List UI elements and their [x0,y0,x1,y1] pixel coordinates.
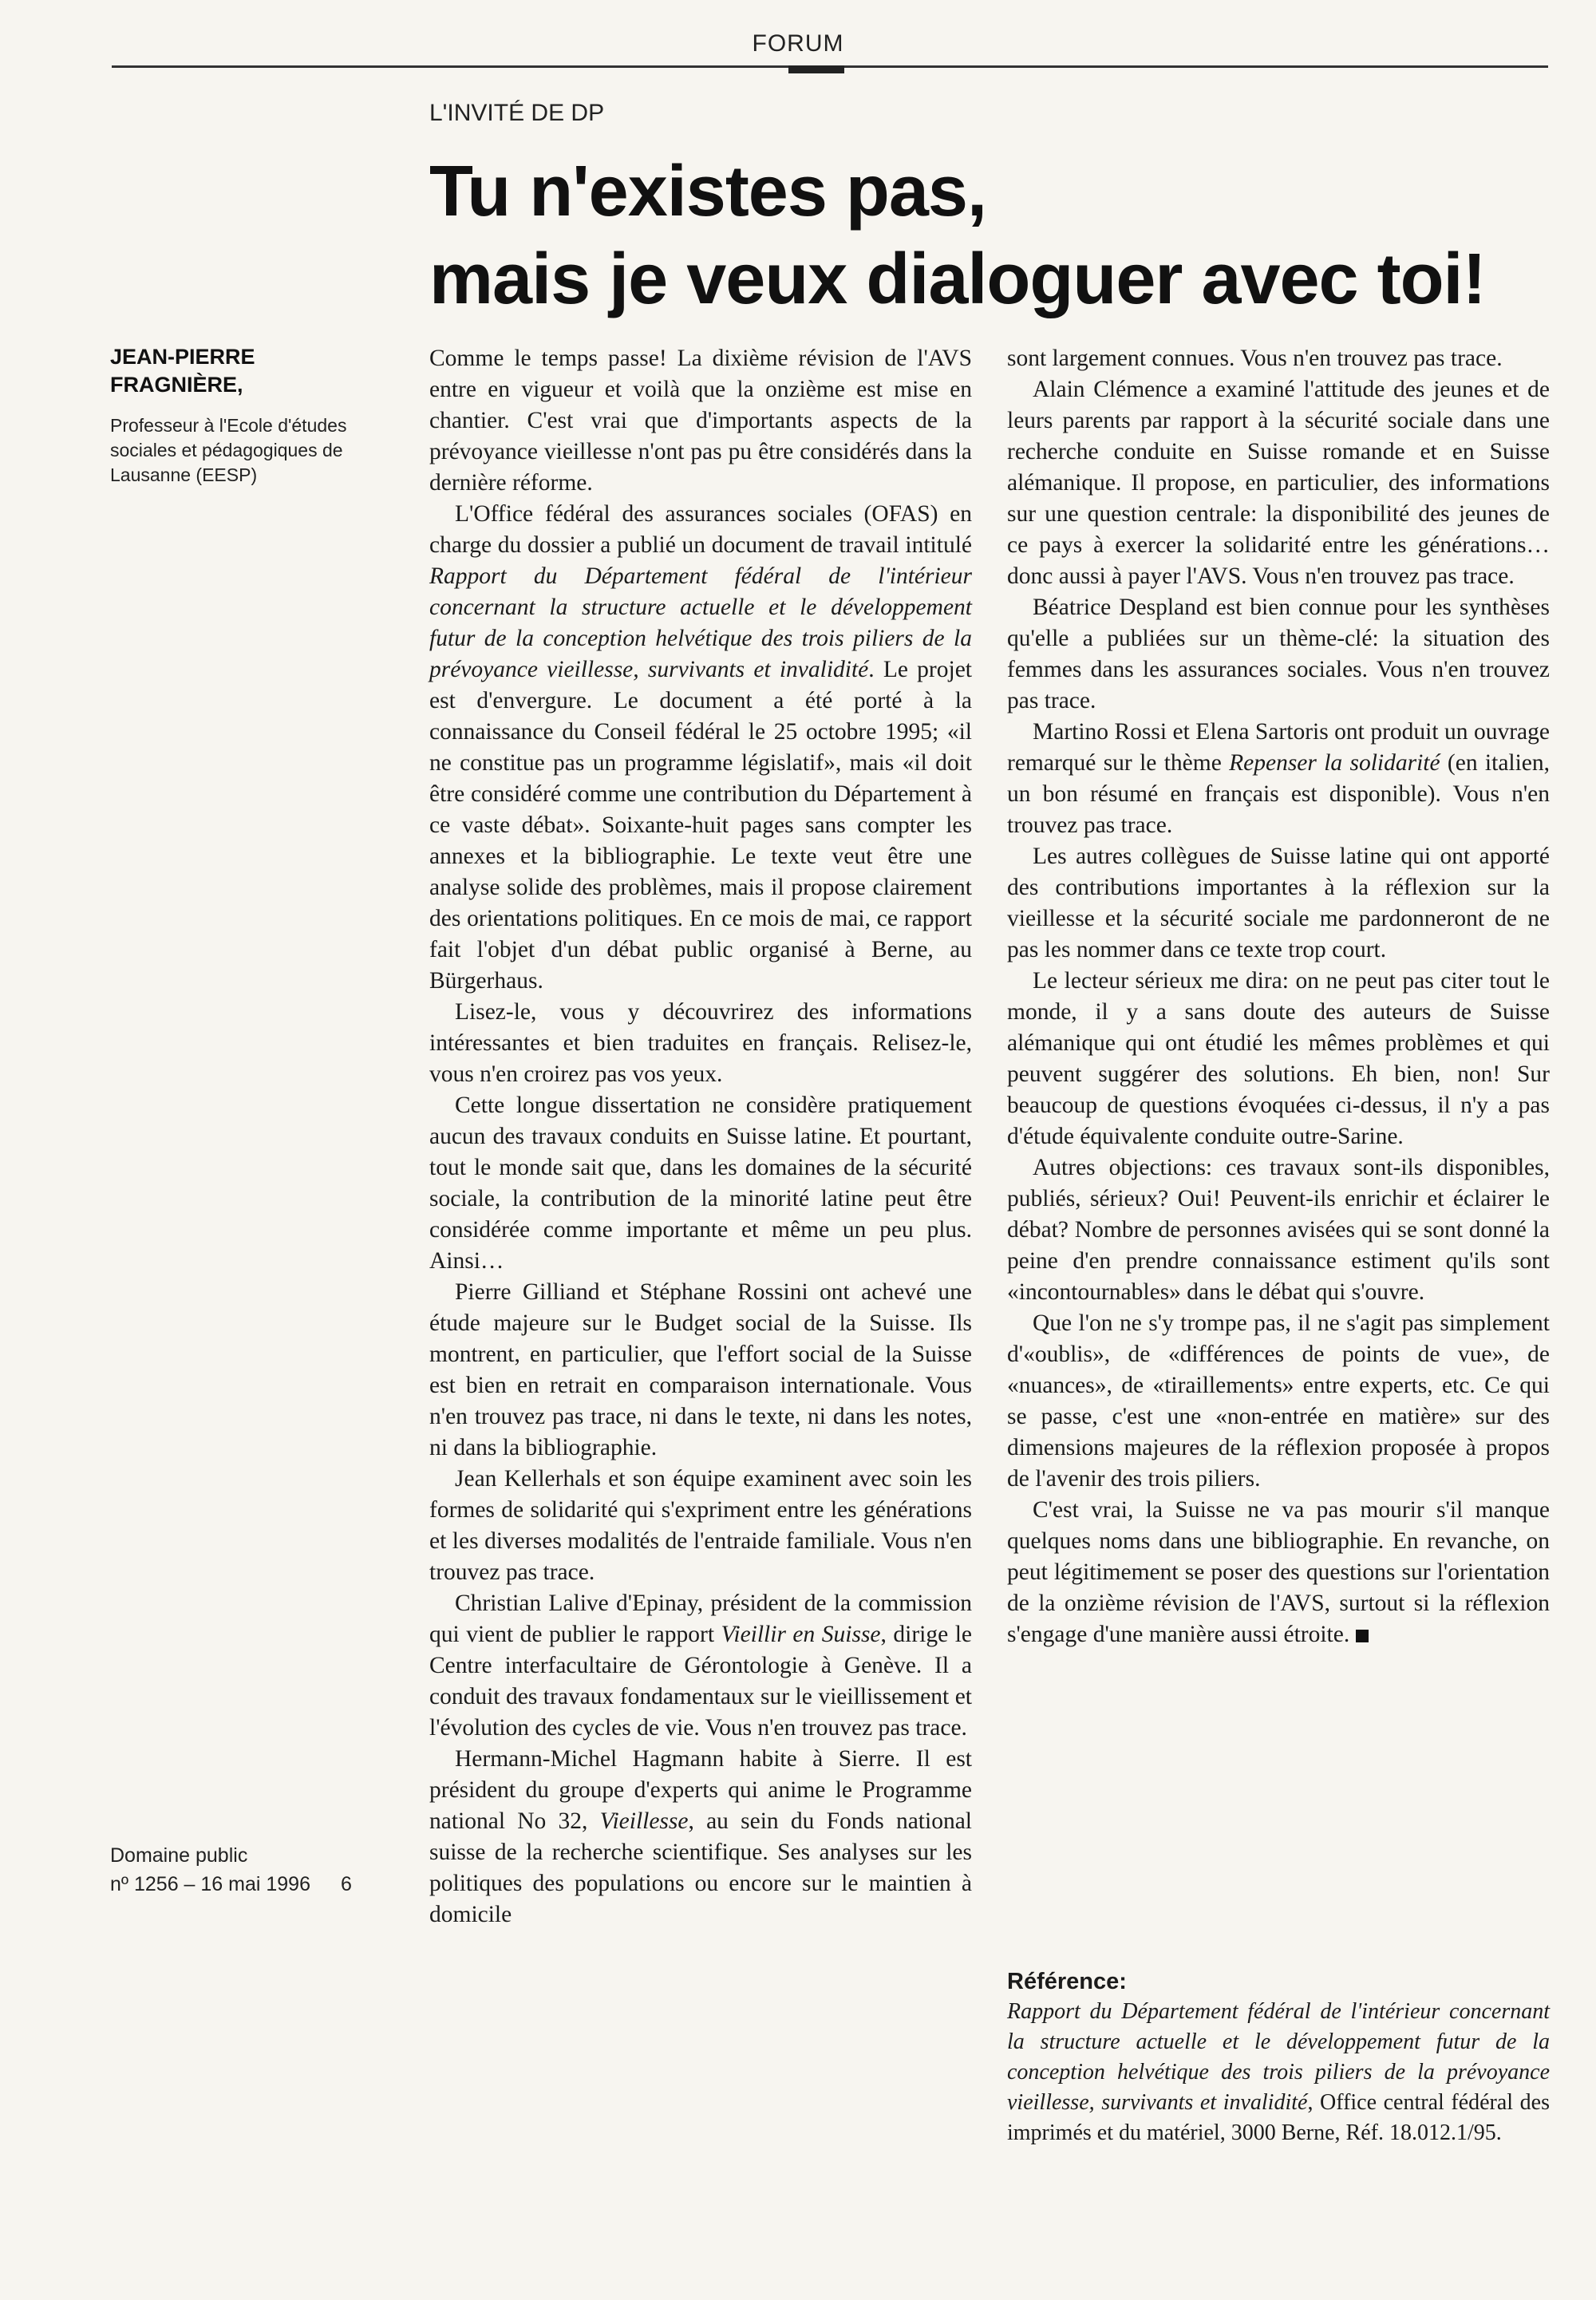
page-number: 6 [341,1873,352,1895]
article-column-2 [1007,343,1550,1650]
paragraph: Autres objections: ces travaux sont-ils disponibles, publiés, sérieux? Oui! Peuvent-ils enrichir et éclairer le débat? Nombre de personnes avisées qui se sont donné la peine d'en prendre connaissance estiment qu'ils sont «incontournables» dans le débat qui s'ouvre. [1007,1155,1550,1305]
text-span: Hermann-Michel Hagmann habite à Sierre. Il est président du groupe d'experts qui anime le Programme national No 32, [429,1746,972,1834]
paragraph [1007,717,1550,841]
section-label: FORUM [752,30,844,57]
paragraph [1007,1495,1550,1650]
book-title: Repenser la solidarité [1229,750,1440,776]
paragraph: Le lecteur sérieux me dira: on ne peut pas citer tout le monde, il y a sans doute des auteurs de Suisse alémanique qui ont étudié les mêmes problèmes et qui peuvent suggérer des solutions. Eh bien, non! Sur beaucoup de questions évoquées ci-dessus, il n'y a pas d'étude équivalente conduite outre-Sarine. [1007,968,1550,1149]
paragraph: sont largement connues. Vous n'en trouvez pas trace. [1007,346,1503,371]
paragraph: Béatrice Despland est bien connue pour les synthèses qu'elle a publiées sur un thème-clé: la situation des femmes dans les assurances sociales. Vous n'en trouvez pas trace. [1007,595,1550,713]
document-title: Rapport du Département fédéral de l'intérieur concernant la structure actuelle et le développement futur de la conception helvétique des trois piliers de la prévoyance vieillesse, survivants et invalidité [429,563,972,682]
paragraph: Alain Clémence a examiné l'attitude des jeunes et de leurs parents par rapport à la sécurité sociale dans une recherche conduite en Suisse romande et en Suisse alémanique. Il propose, en particulier, des informations sur une question centrale: la disponibilité des jeunes de ce pays à exercer la solidarité entre les générations… donc aussi à payer l'AVS. Vous n'en trouvez pas trace. [1007,377,1550,589]
article-headline [429,148,1547,323]
reference-title: Rapport du Département fédéral de l'intérieur concernant la structure actuelle et le développement futur de la conception helvétique des trois piliers de la prévoyance vieillesse, survivants et invalidité [1007,1999,1550,2115]
reference-block [1007,1966,1550,2148]
text-span: . Le projet est d'envergure. Le document a été porté à la connaissance du Conseil fédéral le 25 octobre 1995; «il ne constitue pas un programme législatif», mais «il doit être considéré comme une contribution du Département à ce vaste débat». Soixante-huit pages sans compter les annexes et la bibliographie. Le texte veut être une analyse solide des problèmes, mais il propose clairement des orientations politiques. En ce mois de mai, ce rapport fait l'objet d'un débat public organisé à Berne, au Bürgerhaus. [429,657,972,994]
paragraph [429,1744,972,1930]
text-span: , au sein du Fonds national suisse de la recherche scientifique. Ses analyses sur les politiques des populations ou encore sur le maintien à domicile [429,1808,972,1927]
author-name: JEAN-PIERRE FRAGNIÈRE, [110,345,255,397]
program-title: Vieillesse [599,1808,689,1834]
article-column-1 [429,343,972,1930]
reference-heading: Référence: [1007,1969,1127,1994]
author-sidebar [110,343,350,488]
article-kicker: L'INVITÉ DE DP [429,100,605,126]
headline-line-1: Tu n'existes pas, [429,152,986,231]
text-span: , dirige le Centre interfacultaire de Gérontologie à Genève. Il a conduit des travaux fondamentaux sur le vieillissement et l'évolution des cycles de vie. Vous n'en trouvez pas trace. [429,1622,972,1741]
header-tab-mark [788,65,844,73]
paragraph: Cette longue dissertation ne considère pratiquement aucun des travaux conduits en Suisse latine. Et pourtant, tout le monde sait que, dans les domaines de la sécurité sociale, la contribution de la minorité latine peut être considérée comme importante et même un peu plus. Ainsi… [429,1093,972,1274]
headline-line-2: mais je veux dialoguer avec toi! [429,239,1486,319]
text-span: Christian Lalive d'Epinay, président de la commission qui vient de publier le rapport [429,1591,972,1647]
text-span: Martino Rossi et Elena Sartoris ont produit un ouvrage remarqué sur le thème [1007,719,1550,776]
publication-name: Domaine public [110,1844,248,1867]
paragraph: Que l'on ne s'y trompe pas, il ne s'agit pas simplement d'«oublis», de «différences de points de vue», de «nuances», de «tiraillements» entre experts, etc. Ce qui se passe, c'est une «non-entrée en matière» sur des dimensions majeures de la réflexion proposée à propos de l'avenir des trois piliers. [1007,1310,1550,1492]
paragraph: Jean Kellerhals et son équipe examinent avec soin les formes de solidarité qui s'expriment entre les générations et les diverses modalités de l'entraide familiale. Vous n'en trouvez pas trace. [429,1466,972,1585]
paragraph: Pierre Gilliand et Stéphane Rossini ont achevé une étude majeure sur le Budget social de la Suisse. Ils montrent, en particulier, que l'effort social de la Suisse est bien en retrait en comparaison internationale. Vous n'en trouvez pas trace, ni dans le texte, ni dans les notes, ni dans la bibliographie. [429,1279,972,1460]
paragraph: Les autres collègues de Suisse latine qui ont apporté des contributions importantes à la réflexion sur la vieillesse et la sécurité sociale me pardonneront de ne pas les nommer dans ce texte trop court. [1007,844,1550,962]
publication-issue: nº 1256 – 16 mai 1996 [110,1873,310,1895]
paragraph: Comme le temps passe! La dixième révision de l'AVS entre en vigueur et voilà que la onzième est mise en chantier. C'est vrai que d'importants aspects de la prévoyance vieillesse n'ont pas pu être considérés dans la dernière réforme. [429,346,972,496]
end-of-article-mark [1356,1630,1369,1642]
report-title: Vieillir en Suisse [721,1622,881,1647]
publication-footer [110,1841,397,1899]
paragraph [429,1588,972,1744]
paragraph: Lisez-le, vous y découvrirez des informations intéressantes et bien traduites en français. Relisez-le, vous n'en croirez pas vos yeux. [429,999,972,1087]
reference-body [1007,1997,1550,2148]
publication-issue-line [110,1870,397,1899]
text-span: L'Office fédéral des assurances sociales (OFAS) en charge du dossier a publié un document de travail intitulé [429,501,972,558]
reference-details: , Office central fédéral des imprimés et du matériel, 3000 Berne, Réf. 18.012.1/95. [1007,2090,1551,2145]
text-span: C'est vrai, la Suisse ne va pas mourir s'il manque quelques noms dans une bibliographie. En revanche, on peut légitimement se poser des questions sur l'orientation de la onzième révision de l'AVS, surtout si la réflexion s'engage d'une manière aussi étroite. [1007,1497,1550,1647]
author-role: Professeur à l'Ecole d'études sociales et pédagogiques de Lausanne (EESP) [110,415,347,485]
paragraph [429,499,972,997]
text-span: (en italien, un bon résumé en français est disponible). Vous n'en trouvez pas trace. [1007,750,1551,838]
